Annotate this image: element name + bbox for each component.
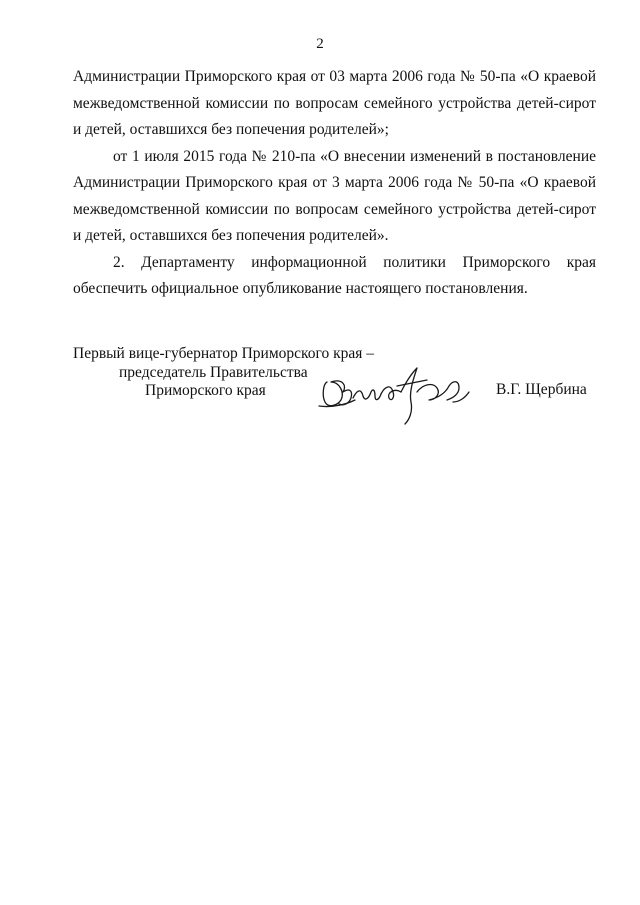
signatory-title-line-3: Приморского края [145, 382, 266, 399]
paragraph-1: Администрации Приморского края от 03 марта 2006 года № 50-па «О краевой межведомственной комиссии по вопросам семейного устройства детей-сирот и детей, оставшихся без попечения родителей»; [73, 68, 596, 138]
body-text [73, 64, 596, 303]
signer-name: В.Г. Щербина [496, 381, 587, 398]
paragraph-3: 2. Департаменту информационной политики Приморского края обеспечить официальное опубликование настоящего постановления. [73, 253, 596, 297]
paragraph-2: от 1 июля 2015 года № 210-па «О внесении изменений в постановление Администрации Приморского края от 3 марта 2006 года № 50-па «О краевой межведомственной комиссии по вопросам семейного устройства детей-сирот и детей, оставшихся без попечения родителей». [73, 147, 596, 244]
signatory-title-line-2: председатель Правительства [119, 363, 308, 381]
handwritten-signature [313, 362, 488, 428]
page-number: 2 [316, 36, 324, 52]
signatory-title-line-1: Первый вице-губернатор Приморского края – [73, 345, 375, 362]
